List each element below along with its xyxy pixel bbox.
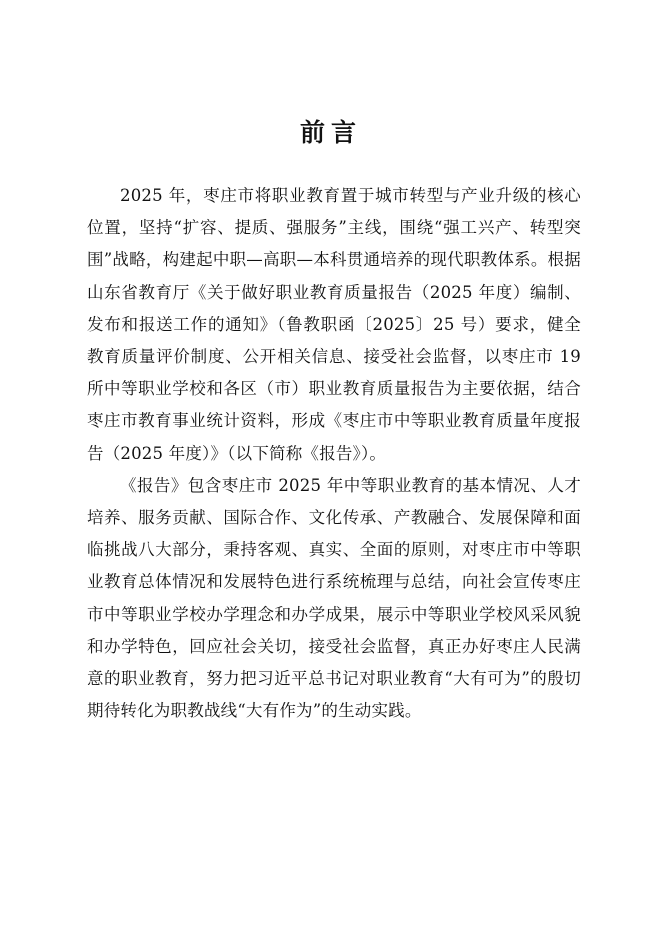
document-body	[87, 180, 581, 727]
paragraph-2: 《报告》包含枣庄市 2025 年中等职业教育的基本情况、人才培养、服务贡献、国际合作、文化传承、产教融合、发展保障和面临挑战八大部分，秉持客观、真实、全面的原则，对枣庄市中等职业教育总体情况和发展特色进行系统梳理与总结，向社会宣传枣庄市中等职业学校办学理念和办学成果，展示中等职业学校风采风貌和办学特色，回应社会关切，接受社会监督，真正办好枣庄人民满意的职业教育，努力把习近平总书记对职业教育“大有可为”的殷切期待转化为职教战线“大有作为”的生动实践。	[87, 475, 581, 721]
paragraph-1: 2025 年，枣庄市将职业教育置于城市转型与产业升级的核心位置，坚持“扩容、提质、强服务”主线，围绕“强工兴产、转型突围”战略，构建起中职—高职—本科贯通培养的现代职教体系。根据山东省教育厅《关于做好职业教育质量报告（2025 年度）编制、发布和报送工作的通知》（鲁教职函〔2025〕25 号）要求，健全教育质量评价制度、公开相关信息、接受社会监督，以枣庄市 19 所中等职业学校和各区（市）职业教育质量报告为主要依据，结合枣庄市教育事业统计资料，形成《枣庄市中等职业教育质量年度报告（2025 年度）》（以下简称《报告》）。	[87, 186, 581, 463]
page-title: 前言	[299, 118, 362, 147]
